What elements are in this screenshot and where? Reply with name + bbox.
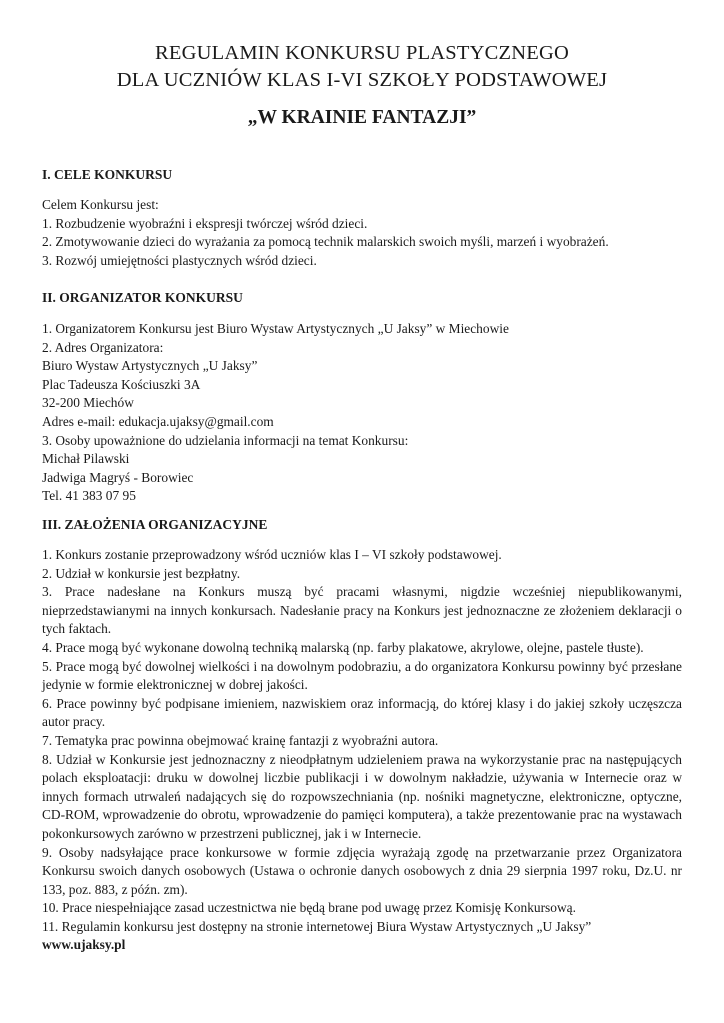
contact-person: Jadwiga Magryś - Borowiec	[42, 469, 194, 485]
website-link[interactable]: www.ujaksy.pl	[42, 937, 126, 953]
goals-line: 2. Zmotywowanie dzieci do wyrażania za pomocą technik malarskich swoich myśli, marzeń i wyobrażeń.	[42, 234, 609, 250]
contest-subtitle: „W KRAINIE FANTAZJI”	[247, 107, 477, 128]
goals-line: Celem Konkursu jest:	[42, 197, 159, 212]
rule-item: 5. Prace mogą być dowolnej wielkości i na dowolnym podobraziu, a do organizatora Konkursu powinny być przesłane jedynie w formie elektronicznej w dobrej jakości.	[42, 658, 682, 693]
rule-item: 10. Prace niespełniające zasad uczestnictwa nie będą brane pod uwagę przez Komisję Konkursową.	[42, 900, 576, 916]
contact-person: Michał Pilawski	[42, 451, 130, 467]
contact-phone: Tel. 41 383 07 95	[42, 488, 136, 504]
rule-item: 4. Prace mogą być wykonane dowolną techniką malarską (np. farby plakatowe, akrylowe, olejne, pastele tłuste).	[42, 639, 644, 655]
organizer-line: Biuro Wystaw Artystycznych „U Jaksy”	[42, 358, 258, 374]
title-line-1: REGULAMIN KONKURSU PLASTYCZNEGO	[155, 42, 569, 64]
rule-item: 6. Prace powinny być podpisane imieniem, nazwiskiem oraz informacją, do której klasy i do jakiej szkoły uczęszcza autor pracy.	[42, 695, 682, 730]
rule-item: 9. Osoby nadsyłające prace konkursowe w formie zdjęcia wyrażają zgodę na przetwarzanie przez Organizatora Konkursu swoich danych osobowych (Ustawa o ochronie danych osobowych z dnia 29 sierpnia 1997 roku, Dz.U. nr 133, poz. 883, z późn. zm).	[42, 844, 682, 897]
section-rules-body	[42, 546, 682, 955]
goals-line: 3. Rozwój umiejętności plastycznych wśród dzieci.	[42, 252, 317, 268]
organizer-line: 1. Organizatorem Konkursu jest Biuro Wystaw Artystycznych „U Jaksy” w Miechowie	[42, 321, 509, 336]
organizer-email-line: Adres e-mail: edukacja.ujaksy@gmail.com	[42, 413, 274, 429]
rule-item: 2. Udział w konkursie jest bezpłatny.	[42, 565, 241, 581]
organizer-line: 32-200 Miechów	[42, 395, 134, 411]
rule-item: 11. Regulamin konkursu jest dostępny na stronie internetowej Biura Wystaw Artystycznych „U Jaksy”	[42, 918, 592, 934]
organizer-line: Plac Tadeusza Kościuszki 3A	[42, 376, 201, 392]
section-organizer-body	[42, 320, 682, 506]
rule-item: 1. Konkurs zostanie przeprowadzony wśród uczniów klas I – VI szkoły podstawowej.	[42, 547, 502, 562]
section-goals-body	[42, 196, 682, 270]
rule-item: 8. Udział w Konkursie jest jednoznaczny z nieodpłatnym udzieleniem prawa na wykorzystanie prac na następujących polach eksploatacji: druku w dowolnej liczbie publikacji i w dowolnym nakładzie, używania w Internecie oraz w innych formach utrwaleń nadających się do rozpowszechniania (np. nośniki magnetyczne, elektroniczne, optyczne, CD-ROM, wprowadzenie do obrotu, wprowadzenie do pamięci komputera), a także prezentowanie prac na wystawach pokonkursowych zarówno w przestrzeni publicznej, jak i w Internecie.	[42, 751, 682, 841]
rule-item: 3. Prace nadesłane na Konkurs muszą być pracami własnymi, nigdzie wcześniej niepublikowanymi, nieprzedstawianymi na innych konkursach. Nadesłanie pracy na Konkurs jest jednoznaczne ze złożeniem deklaracji o tych faktach.	[42, 584, 682, 637]
organizer-line: 3. Osoby upoważnione do udzielania informacji na temat Konkursu:	[42, 432, 409, 448]
section-heading-rules: III. ZAŁOŻENIA ORGANIZACYJNE	[42, 517, 268, 532]
section-heading-organizer: II. ORGANIZATOR KONKURSU	[42, 290, 243, 305]
title-line-2: DLA UCZNIÓW KLAS I-VI SZKOŁY PODSTAWOWEJ	[116, 69, 608, 91]
goals-line: 1. Rozbudzenie wyobraźni i ekspresji twórczej wśród dzieci.	[42, 215, 368, 231]
section-heading-goals: I. CELE KONKURSU	[42, 167, 173, 182]
organizer-line: 2. Adres Organizatora:	[42, 339, 164, 355]
rule-item: 7. Tematyka prac powinna obejmować krainę fantazji z wyobraźni autora.	[42, 732, 439, 748]
